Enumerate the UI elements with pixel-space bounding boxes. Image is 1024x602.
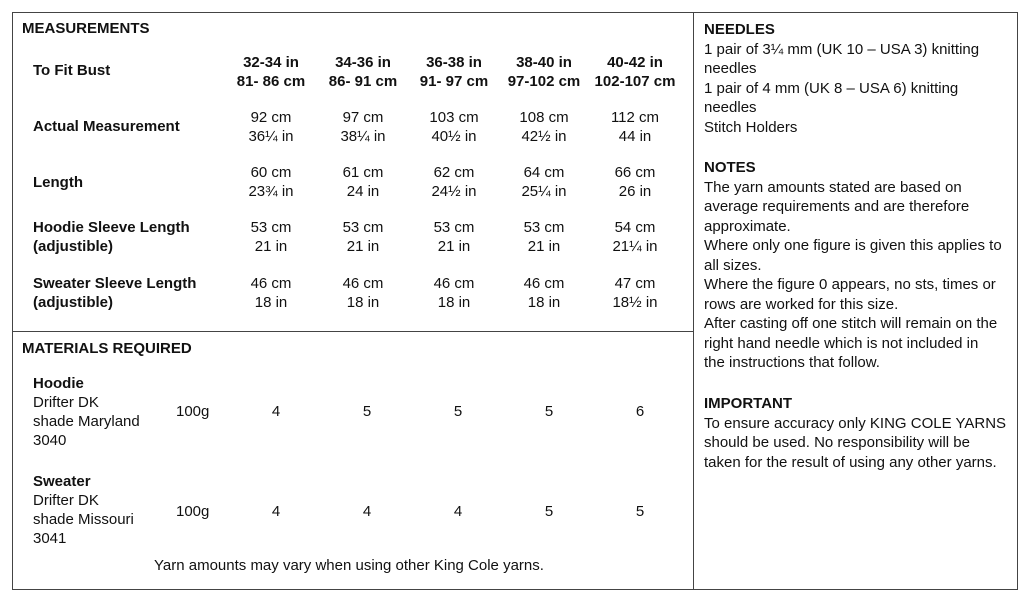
table-cell: 53 cm 21 in <box>342 219 384 255</box>
needles-line: 1 pair of 3¼ mm (UK 10 – USA 3) knitting <box>704 40 980 58</box>
table-cell: 46 cm 18 in <box>250 275 292 311</box>
notes-line: rows are worked for this size. <box>704 295 899 313</box>
row-label-hoodie-sleeve-length: Hoodie Sleeve Length (adjustible) <box>33 219 190 255</box>
notes-line: Where only one figure is given this applies to <box>704 237 1002 254</box>
table-cell: 108 cm 42½ in <box>519 109 569 145</box>
table-cell: 66 cm 26 in <box>614 164 656 200</box>
size-header <box>494 53 594 91</box>
size-in: 34-36 in <box>335 54 391 71</box>
size-header <box>404 53 504 91</box>
material-line: 3040 <box>33 432 67 449</box>
notes-heading: NOTES <box>704 159 756 176</box>
important-line: taken for the result of using any other yarns. <box>704 453 997 471</box>
material-name: Hoodie <box>33 375 84 392</box>
table-cell: 60 cm 23¾ in <box>248 164 294 200</box>
material-line: 3041 <box>33 530 67 547</box>
material-amount: 4 <box>453 503 463 520</box>
needles-line: needles <box>704 99 757 116</box>
material-line: Drifter DK <box>33 394 99 411</box>
table-cell: 54 cm 21¼ in <box>612 219 658 255</box>
column-divider <box>693 12 694 590</box>
material-weight: 100g <box>176 503 210 520</box>
material-amount: 5 <box>453 403 463 420</box>
needles-line: needles <box>704 60 757 77</box>
notes-line: After casting off one stitch will remain on the <box>704 315 998 332</box>
size-cm: 91- 97 cm <box>419 73 489 90</box>
table-cell: 46 cm 18 in <box>342 275 384 311</box>
size-cm: 97-102 cm <box>507 73 581 90</box>
table-cell: 46 cm 18 in <box>433 275 475 311</box>
needles-heading: NEEDLES <box>704 21 775 38</box>
material-amount: 4 <box>271 403 281 420</box>
table-cell: 97 cm 38¼ in <box>340 109 386 145</box>
notes-line: average requirements and are therefore <box>704 198 970 215</box>
important-line: should be used. No responsibility will be <box>704 434 970 451</box>
table-cell: 61 cm 24 in <box>342 164 384 200</box>
table-cell: 103 cm 40½ in <box>429 109 479 145</box>
material-weight: 100g <box>176 403 210 420</box>
measurements-heading: MEASUREMENTS <box>22 20 150 37</box>
size-in: 38-40 in <box>516 54 572 71</box>
size-header <box>313 53 413 91</box>
bust-label: To Fit Bust <box>33 62 111 79</box>
material-amount: 4 <box>271 503 281 520</box>
notes-line: The yarn amounts stated are based on <box>704 178 962 196</box>
important-heading: IMPORTANT <box>704 395 793 412</box>
material-line: shade Missouri <box>33 511 134 528</box>
notes-line: Where the figure 0 appears, no sts, times or <box>704 276 996 293</box>
row-label-length: Length <box>33 174 83 191</box>
notes-line: the instructions that follow. <box>704 354 880 371</box>
materials-footnote: Yarn amounts may vary when using other King Cole yarns. <box>154 557 544 574</box>
needles-line: Stitch Holders <box>704 118 798 136</box>
needles-section <box>704 20 1009 137</box>
important-section <box>704 394 1009 472</box>
table-cell: 53 cm 21 in <box>250 219 292 255</box>
row-label-sweater-sleeve-length: Sweater Sleeve Length (adjustible) <box>33 275 197 311</box>
table-cell: 53 cm 21 in <box>523 219 565 255</box>
table-cell: 92 cm 36¼ in <box>248 109 294 145</box>
notes-line: all sizes. <box>704 256 762 274</box>
notes-section <box>704 158 1009 373</box>
material-item-sweater <box>33 472 134 548</box>
table-cell: 64 cm 25¼ in <box>521 164 567 200</box>
material-amount: 5 <box>544 403 554 420</box>
section-divider <box>12 331 694 332</box>
material-amount: 6 <box>635 403 645 420</box>
size-in: 32-34 in <box>243 54 299 71</box>
material-name: Sweater <box>33 473 91 490</box>
notes-line: right hand needle which is not included in <box>704 334 979 352</box>
needles-line: 1 pair of 4 mm (UK 8 – USA 6) knitting <box>704 79 959 97</box>
size-in: 36-38 in <box>426 54 482 71</box>
notes-line: approximate. <box>704 217 791 235</box>
table-cell: 47 cm 18½ in <box>612 275 658 311</box>
table-cell: 46 cm 18 in <box>523 275 565 311</box>
table-cell: 53 cm 21 in <box>433 219 475 255</box>
size-header <box>585 53 685 91</box>
size-in: 40-42 in <box>607 54 663 71</box>
material-line: shade Maryland <box>33 413 140 430</box>
material-amount: 5 <box>544 503 554 520</box>
size-header <box>221 53 321 91</box>
material-amount: 5 <box>362 403 372 420</box>
size-cm: 81- 86 cm <box>236 73 306 90</box>
materials-heading: MATERIALS REQUIRED <box>22 340 192 357</box>
size-cm: 102-107 cm <box>594 73 676 90</box>
table-cell: 62 cm 24½ in <box>431 164 477 200</box>
material-amount: 5 <box>635 503 645 520</box>
material-line: Drifter DK <box>33 492 99 509</box>
material-item-hoodie <box>33 374 140 450</box>
important-line: To ensure accuracy only KING COLE YARNS <box>704 414 1007 432</box>
row-label-actual-measurement: Actual Measurement <box>33 118 180 135</box>
table-cell: 112 cm 44 in <box>610 109 660 145</box>
size-cm: 86- 91 cm <box>328 73 398 90</box>
material-amount: 4 <box>362 503 372 520</box>
